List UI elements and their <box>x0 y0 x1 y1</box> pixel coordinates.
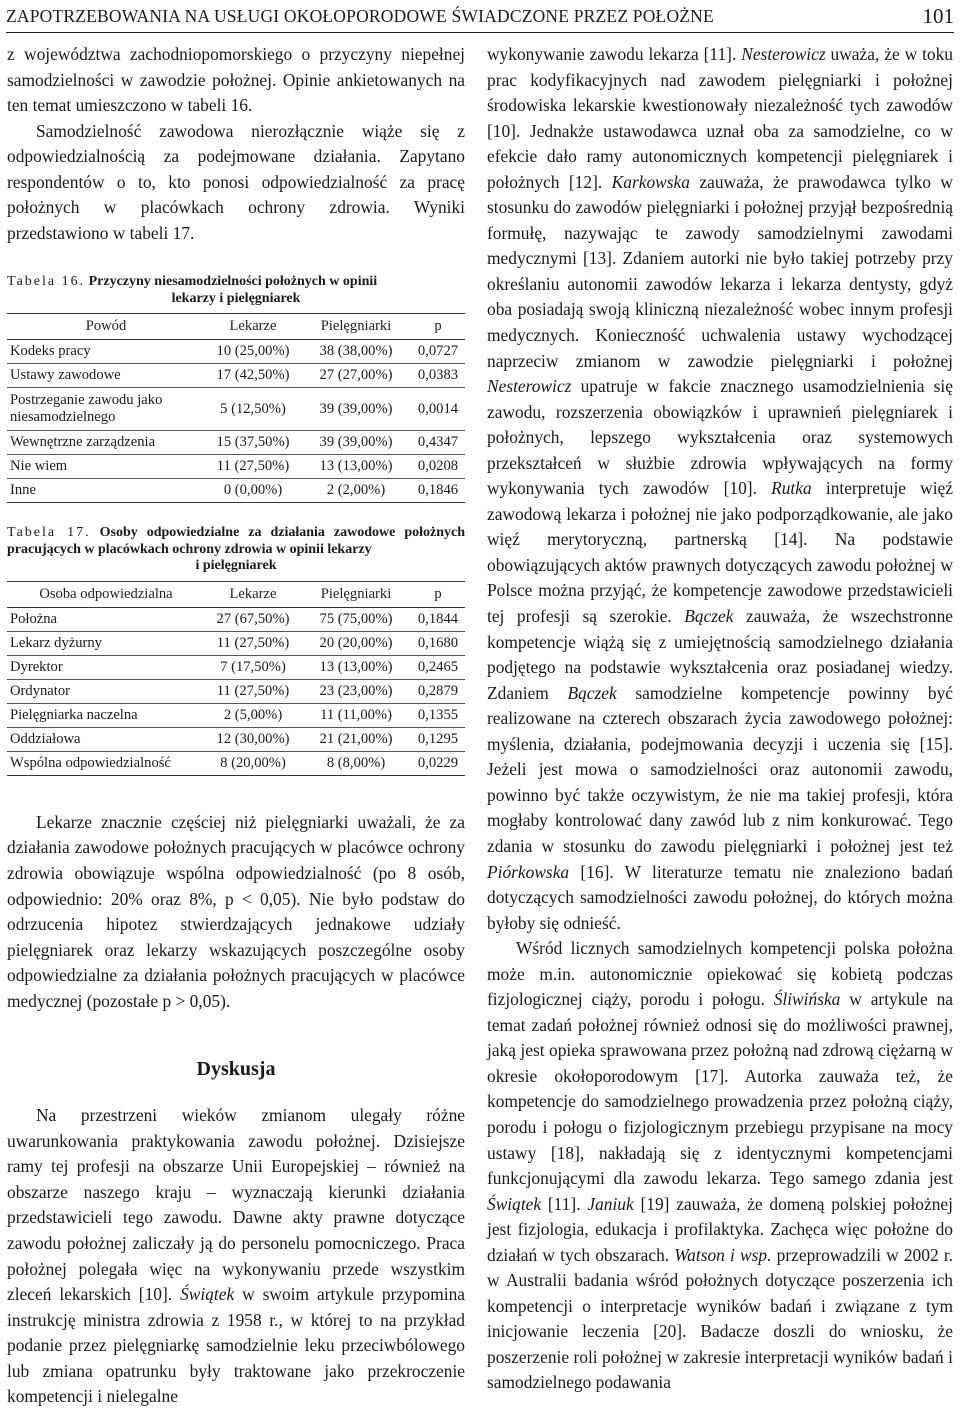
running-title: ZAPOTRZEBOWANIA NA USŁUGI OKOŁOPORODOWE ŚWIADCZONE PRZEZ POŁOŻNE <box>6 6 714 26</box>
table-cell: Nie wiem <box>7 455 205 479</box>
paragraph <box>7 1103 465 1410</box>
table-17-caption <box>7 525 465 575</box>
table-row <box>7 727 465 751</box>
table-cell: 0,1844 <box>411 607 465 631</box>
paragraph <box>487 42 953 936</box>
table-cell: Kodeks pracy <box>7 340 205 364</box>
table-cell: 39 (39,00%) <box>301 431 411 455</box>
table-cell: Wspólna odpowiedzialność <box>7 751 205 775</box>
text-run: samodzielne kompetencje powinny być realizowane na czterech obszarach życia zawodowego położnej: myślenia, działania, podejmowania decyzji i uczenia się [15]. Jeżeli jest mowa o samodzielności oraz autonomii zawodu, powinno być także oczywistym, że nie ma takiej profesji, która mogłaby kontrolować dany zawód lub z nim konkurować. Tego zdania w stosunku do zawodu pielęgniarki i położnej jest też <box>487 682 953 856</box>
paragraph: Samodzielność zawodowa nierozłącznie wiąże się z odpowiedzialnością za podejmowane działania. Zapytano respondentów o to, kto ponosi odpowiedzialność za pracę położnych w placówkach ochrony zdrowia. Wyniki przedstawiono w tabeli 17. <box>7 120 465 243</box>
table-cell: Pielęgniarka naczelna <box>7 703 205 727</box>
table-cell: Ordynator <box>7 679 205 703</box>
table-cell: 75 (75,00%) <box>301 607 411 631</box>
table-cell: 27 (27,00%) <box>301 364 411 388</box>
left-column <box>7 42 465 1410</box>
table-title: i pielęgniarek <box>195 558 277 574</box>
section-heading: Dyskusja <box>196 1058 276 1081</box>
table-row <box>7 631 465 655</box>
table-16-caption <box>7 274 465 307</box>
table-row <box>7 703 465 727</box>
table-title: lekarzy i pielęgniarek <box>171 290 301 306</box>
table-title: Osoby odpowiedzialne za działania zawodowe położnych pracujących w placówkach ochrony zdrowia w opinii lekarzy <box>7 525 466 557</box>
text-run: [11]. <box>547 1193 581 1214</box>
running-header <box>6 2 954 33</box>
table-row <box>7 679 465 703</box>
table-row <box>7 607 465 631</box>
table-cell: 0,1355 <box>411 703 465 727</box>
table-cell: Wewnętrzne zarządzenia <box>7 431 205 455</box>
table-row <box>7 751 465 775</box>
table-cell: 11 (27,50%) <box>205 455 301 479</box>
table-row <box>7 340 465 364</box>
table-cell: 0,0229 <box>411 751 465 775</box>
author-name: Śliwińska <box>773 989 841 1010</box>
table-cell: 23 (23,00%) <box>301 679 411 703</box>
table-cell: 15 (37,50%) <box>205 431 301 455</box>
table-cell: 27 (67,50%) <box>205 607 301 631</box>
table-cell: 7 (17,50%) <box>205 655 301 679</box>
text-run: wykonywanie zawodu lekarza [11]. <box>487 44 737 64</box>
column-header: Pielęgniarki <box>301 581 411 607</box>
table-16 <box>7 313 465 503</box>
table-title: Przyczyny niesamodzielności położnych w opinii <box>88 274 378 290</box>
table-cell: 0,0727 <box>411 340 465 364</box>
author-name: Janiuk <box>587 1193 634 1214</box>
text-run: zauważa, że wszechstronne kompetencje wiążą się z umiejętnością samodzielnego działania podjętego na podstawie wykształcenia oraz posiadanej wiedzy. Zdaniem <box>487 606 953 703</box>
table-cell: Lekarz dyżurny <box>7 631 205 655</box>
table-cell: Inne <box>7 479 205 503</box>
text-run: uważa, że w toku prac kodyfikacyjnych nad zawodem pielęgniarki i położnej środowiska lekarskie kwestionowały niezależność tych zawodów [10]. Jednakże ustawodawca uznał oba za samodzielne, co w efekcie dało ramy autonomicznych kompetencji pielęgniarek i położnych [12]. <box>487 44 953 192</box>
table-cell: 12 (30,00%) <box>205 727 301 751</box>
table-cell: 39 (39,00%) <box>301 388 411 431</box>
table-cell: 11 (11,00%) <box>301 703 411 727</box>
table-cell: 10 (25,00%) <box>205 340 301 364</box>
table-cell: Dyrektor <box>7 655 205 679</box>
table-cell: 0,0014 <box>411 388 465 431</box>
page-number: 101 <box>922 4 954 28</box>
table-cell: 13 (13,00%) <box>301 655 411 679</box>
paragraph: Lekarze znacznie częściej niż pielęgniarki uważali, że za działania zawodowe położnych pracujących w placówce ochrony zdrowia obowiązuje wspólna odpowiedzialność (po 8 osób, odpowiednio: 20% oraz 8%, p < 0,05). Nie było podstaw do odrzucenia hipotez stwierdzających jednakowe udziały pielęgniarek oraz lekarzy wskazujących poszczególne osoby odpowiedzialne za działania położnych pracujących w placówce medycznej (pozostałe p > 0,05). <box>7 811 465 1011</box>
author-name: Rutka <box>771 478 812 499</box>
author-name: Watson i wsp. <box>674 1244 772 1265</box>
paragraph <box>487 936 953 1396</box>
table-cell: Oddziałowa <box>7 727 205 751</box>
table-17 <box>7 581 465 776</box>
table-cell: 2 (2,00%) <box>301 479 411 503</box>
table-cell: 17 (42,50%) <box>205 364 301 388</box>
table-row <box>7 455 465 479</box>
table-cell: 8 (8,00%) <box>301 751 411 775</box>
table-cell: 0,4347 <box>411 431 465 455</box>
table-row <box>7 388 465 431</box>
table-cell: 21 (21,00%) <box>301 727 411 751</box>
table-cell: 0,1680 <box>411 631 465 655</box>
author-name: Nesterowicz <box>741 44 826 64</box>
column-header: Osoba odpowiedzialna <box>7 581 205 607</box>
table-cell: 0,2879 <box>411 679 465 703</box>
table-row <box>7 364 465 388</box>
right-column <box>487 42 953 1396</box>
table-cell: 0,2465 <box>411 655 465 679</box>
text-run: w swoim artykule przypomina instrukcję ministra zdrowia z 1958 r., w której to na przykład podanie przez pielęgniarkę samodzielnie leku przeciwbólowego lub zmiana opatrunku były traktowane jako przekroczenie kompetencji i nielegalne <box>7 1284 465 1407</box>
table-label: Tabela 16. <box>7 274 86 290</box>
column-header: p <box>411 581 465 607</box>
author-name: Bączek <box>567 682 617 703</box>
column-header: Lekarze <box>205 581 301 607</box>
table-cell: 0,1846 <box>411 479 465 503</box>
text-run: interpretuje więź zawodową lekarza i położnej nie jako podporządkowanie, ale jako więź merytoryczną, partnerską [14]. Na podstawie obowiązujących aktów prawnych dotyczących zawodu położnej w Polsce można przyjąć, że kompetencje zawodowe przedstawicieli tej profesji są szerokie. <box>487 478 953 627</box>
table-label: Tabela 17. <box>7 525 91 541</box>
table-cell: 20 (20,00%) <box>301 631 411 655</box>
author-name: Świątek <box>180 1284 235 1305</box>
table-cell: 0,1295 <box>411 727 465 751</box>
table-cell: 0,0208 <box>411 455 465 479</box>
table-cell: 38 (38,00%) <box>301 340 411 364</box>
table-cell: 2 (5,00%) <box>205 703 301 727</box>
table-cell: 8 (20,00%) <box>205 751 301 775</box>
table-cell: 13 (13,00%) <box>301 455 411 479</box>
table-row <box>7 431 465 455</box>
text-run: [19] zauważa, że domeną polskiej położnej jest fizjologia, edukacja i profilaktyka. Zachęca więc położne do działań w tych obszarach. <box>487 1193 953 1265</box>
table-cell: 5 (12,50%) <box>205 388 301 431</box>
author-name: Piórkowska <box>487 861 570 882</box>
paragraph: z województwa zachodniopomorskiego o przyczyny niepełnej samodzielności w zawodzie położnej. Opinie ankietowanych na ten temat umieszczono w tabeli 16. <box>7 44 465 116</box>
author-name: Bączek <box>684 606 734 627</box>
table-cell: Postrzeganie zawodu jako niesamodzielnego <box>7 388 205 431</box>
text-run: zauważa, że prawodawca tylko w stosunku do zawodów pielęgniarki i położnej przyjął bezpośrednią formułę, nazywając te zawody samodzielnymi zawodami medycznymi [13]. Zdaniem autorki nie było takiej potrzeby przy określaniu autonomii zawodów lekarza i lekarza dentysty, gdyż oba posiadają swoją kliniczną niezależność wobec innym profesji medycznych. Konieczność uchwalenia ustawy wychodzącej naprzeciw zmianom w zawodzie pielęgniarki i położnej <box>487 171 953 371</box>
author-name: Świątek <box>487 1193 542 1214</box>
text-run: Wśród licznych samodzielnych kompetencji polska położna może m.in. autonomicznie opiekować się kobietą podczas fizjologicznej ciąży, porodu i połogu. <box>487 938 953 1010</box>
author-name: Nesterowicz <box>487 376 572 397</box>
table-cell: 0,0383 <box>411 364 465 388</box>
text-run: przeprowadzili w 2002 r. w Australii badania wśród położnych dotyczące poszerzenia ich kompetencji o interpretacje wyników badań i związane z tym inicjowanie leczenia [20]. Badacze doszli do wniosku, że poszerzenie roli położnej w zakresie interpretacji wyników badań i samodzielnego podawania <box>487 1244 953 1393</box>
table-row <box>7 655 465 679</box>
text-run: [16]. W literaturze tematu nie znaleziono badań dotyczących samodzielności zawodu położnej, do których można byłoby się odnieść. <box>487 861 953 933</box>
table-cell: 11 (27,50%) <box>205 631 301 655</box>
column-header: p <box>411 314 465 340</box>
column-header: Pielęgniarki <box>301 314 411 340</box>
text-run: w artykule na temat zadań położnej również odnosi się do możliwości prawnej, jaką jest opieka sprawowana przez położną nad zdrową ciężarną w okresie okołoporodowym [17]. Autorka zauważa też, że kompetencje do samodzielnego prowadzenia przez położną ciąży, porodu i połogu o fizjologicznym przebiegu przypisane na mocy ustawy [18], nakładają się z identycznymi kompetencjami funkcjonującymi dla zawodu lekarza. Tego samego zdania jest <box>487 989 953 1189</box>
table-row <box>7 479 465 503</box>
text-run: upatruje w fakcie znacznego usamodzielnienia się zawodu, rozszerzenia obowiązków i uprawnień pielęgniarek i położnych, lepszego wykształcenia oraz systemowych przekształceń w służbie zdrowia wpływających na formy wykonywania tych zawodów [10]. <box>487 376 953 499</box>
table-cell: Położna <box>7 607 205 631</box>
column-header: Powód <box>7 314 205 340</box>
table-cell: 11 (27,50%) <box>205 679 301 703</box>
column-header: Lekarze <box>205 314 301 340</box>
author-name: Karkowska <box>611 171 690 192</box>
text-run: Na przestrzeni wieków zmianom ulegały różne uwarunkowania praktykowania zawodu położnej. Dzisiejsze ramy tej profesji na obszarze Unii Europejskiej – również na obszarze naszego kraju – wyznaczają kierunki działania przedstawicieli tego zawodu. Dawne akty prawne dotyczące zawodu położnej zaliczały ją do personelu pomocniczego. Praca położnej polegała więc na wykonywaniu przede wszystkim zleceń lekarskich [10]. <box>7 1105 465 1305</box>
table-cell: 0 (0,00%) <box>205 479 301 503</box>
table-cell: Ustawy zawodowe <box>7 364 205 388</box>
